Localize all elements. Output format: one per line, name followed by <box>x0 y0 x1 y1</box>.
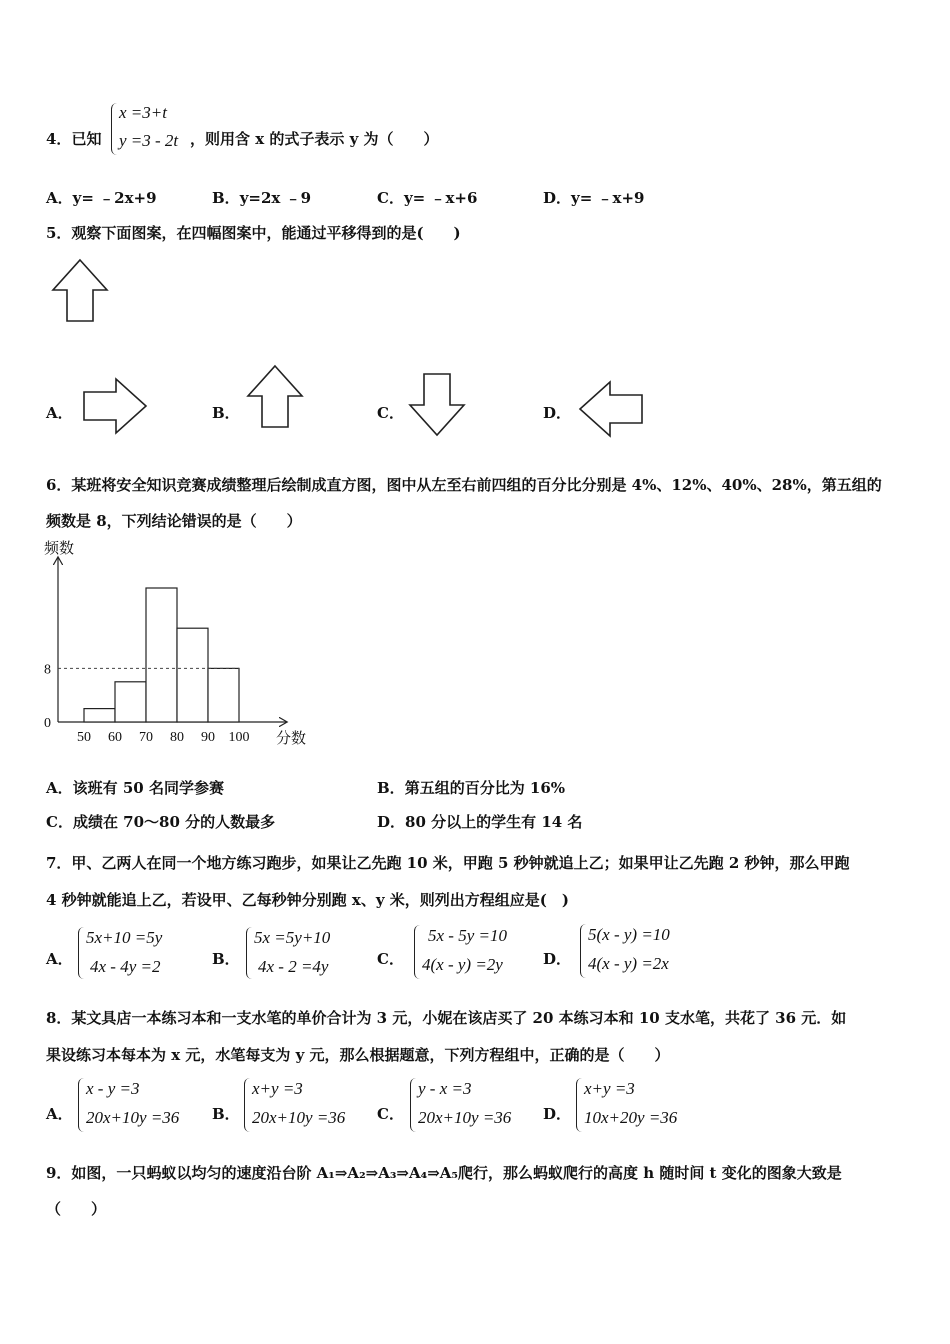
q5-option-b-label[interactable]: B． <box>212 404 240 422</box>
q6-stem-line2: 频数是 8，下列结论错误的是（ ） <box>46 512 302 530</box>
q7-option-a-label[interactable]: A． <box>46 950 73 968</box>
histogram-bar-50-60 <box>84 709 115 722</box>
histogram-bar-70-80 <box>146 588 177 722</box>
histogram-x-tick-100: 100 <box>228 730 250 745</box>
q7-option-d-label[interactable]: D． <box>543 950 572 968</box>
histogram-x-axis-label: 分数 <box>276 729 307 747</box>
q4-suffix: ，则用含 x 的式子表示 y 为（ ） <box>190 130 439 148</box>
q9-stem-line1: 9．如图，一只蚂蚁以均匀的速度沿台阶 A₁⇒A₂⇒A₃⇒A₄⇒A₅爬行，那么蚂蚁爬行的高度 h 随时间 t 变化的图象大致是 <box>46 1164 842 1182</box>
q7-option-c-label[interactable]: C． <box>377 950 404 968</box>
histogram-bar-90-100 <box>208 668 239 722</box>
histogram-y-tick-8: 8 <box>44 662 51 678</box>
q9-stem-line2: （ ） <box>46 1200 107 1218</box>
q8-option-b-label[interactable]: B． <box>212 1105 240 1123</box>
q5-option-d-label[interactable]: D． <box>543 404 572 422</box>
histogram-y-tick-0: 0 <box>44 716 51 731</box>
histogram-x-tick-80: 80 <box>170 730 184 745</box>
q4-option-c[interactable]: C．y= ﹣x+6 <box>377 189 478 207</box>
histogram-x-tick-90: 90 <box>201 730 215 745</box>
q6-histogram <box>38 536 328 752</box>
histogram-x-tick-60: 60 <box>108 730 122 745</box>
q5-option-c-down-arrow-icon[interactable] <box>407 372 467 438</box>
q8-stem-line1: 8．某文具店一本练习本和一支水笔的单价合计为 3 元，小妮在该店买了 20 本练习本和 10 支水笔，共花了 36 元．如 <box>46 1009 847 1027</box>
q4-number: 4．已知 <box>46 130 102 148</box>
q5-option-a-label[interactable]: A． <box>46 404 73 422</box>
q4-option-b[interactable]: B．y=2x ﹣9 <box>212 189 312 207</box>
histogram-bar-60-70 <box>115 682 146 722</box>
q8-option-a-label[interactable]: A． <box>46 1105 73 1123</box>
q8-option-d-label[interactable]: D． <box>543 1105 572 1123</box>
q6-stem-line1: 6．某班将安全知识竞赛成绩整理后绘制成直方图，图中从左至右前四组的百分比分别是 4%、12%、40%、28%，第五组的 <box>46 476 882 494</box>
q4-eq1: x =3+t <box>119 103 167 122</box>
q6-option-a[interactable]: A．该班有 50 名同学参赛 <box>46 779 224 797</box>
histogram-bar-80-90 <box>177 628 208 722</box>
q5-reference-up-arrow-icon <box>50 258 110 324</box>
q4-brace <box>111 103 117 155</box>
histogram-x-tick-50: 50 <box>77 730 91 745</box>
q4-option-d[interactable]: D．y= ﹣x+9 <box>543 189 645 207</box>
q6-option-d[interactable]: D．80 分以上的学生有 14 名 <box>377 813 583 831</box>
q5-option-a-right-arrow-icon[interactable] <box>82 377 150 435</box>
q4-option-a[interactable]: A．y= ﹣2x+9 <box>46 189 157 207</box>
q6-option-c[interactable]: C．成绩在 70～80 分的人数最多 <box>46 813 276 831</box>
histogram-x-tick-70: 70 <box>139 730 153 745</box>
q5-option-d-left-arrow-icon[interactable] <box>578 380 646 438</box>
q5-option-c-label[interactable]: C． <box>377 404 404 422</box>
q4-eq2: y =3 - 2t <box>119 131 179 150</box>
q7-stem-line2: 4 秒钟就能追上乙，若设甲、乙每秒钟分别跑 x、y 米，则列出方程组应是( ) <box>46 891 569 909</box>
q7-option-b-label[interactable]: B． <box>212 950 240 968</box>
q8-stem-line2: 果设练习本每本为 x 元，水笔每支为 y 元，那么根据题意，下列方程组中，正确的是（ ） <box>46 1046 670 1064</box>
histogram-y-axis-label: 频数 <box>44 539 75 557</box>
q5-option-b-up-arrow-icon[interactable] <box>245 364 305 430</box>
q8-option-c-label[interactable]: C． <box>377 1105 404 1123</box>
q6-option-b[interactable]: B．第五组的百分比为 16% <box>377 779 566 797</box>
q7-stem-line1: 7．甲、乙两人在同一个地方练习跑步，如果让乙先跑 10 米，甲跑 5 秒钟就追上乙；如果甲让乙先跑 2 秒钟，那么甲跑 <box>46 854 850 872</box>
q5-stem: 5．观察下面图案，在四幅图案中，能通过平移得到的是( ) <box>46 224 461 242</box>
